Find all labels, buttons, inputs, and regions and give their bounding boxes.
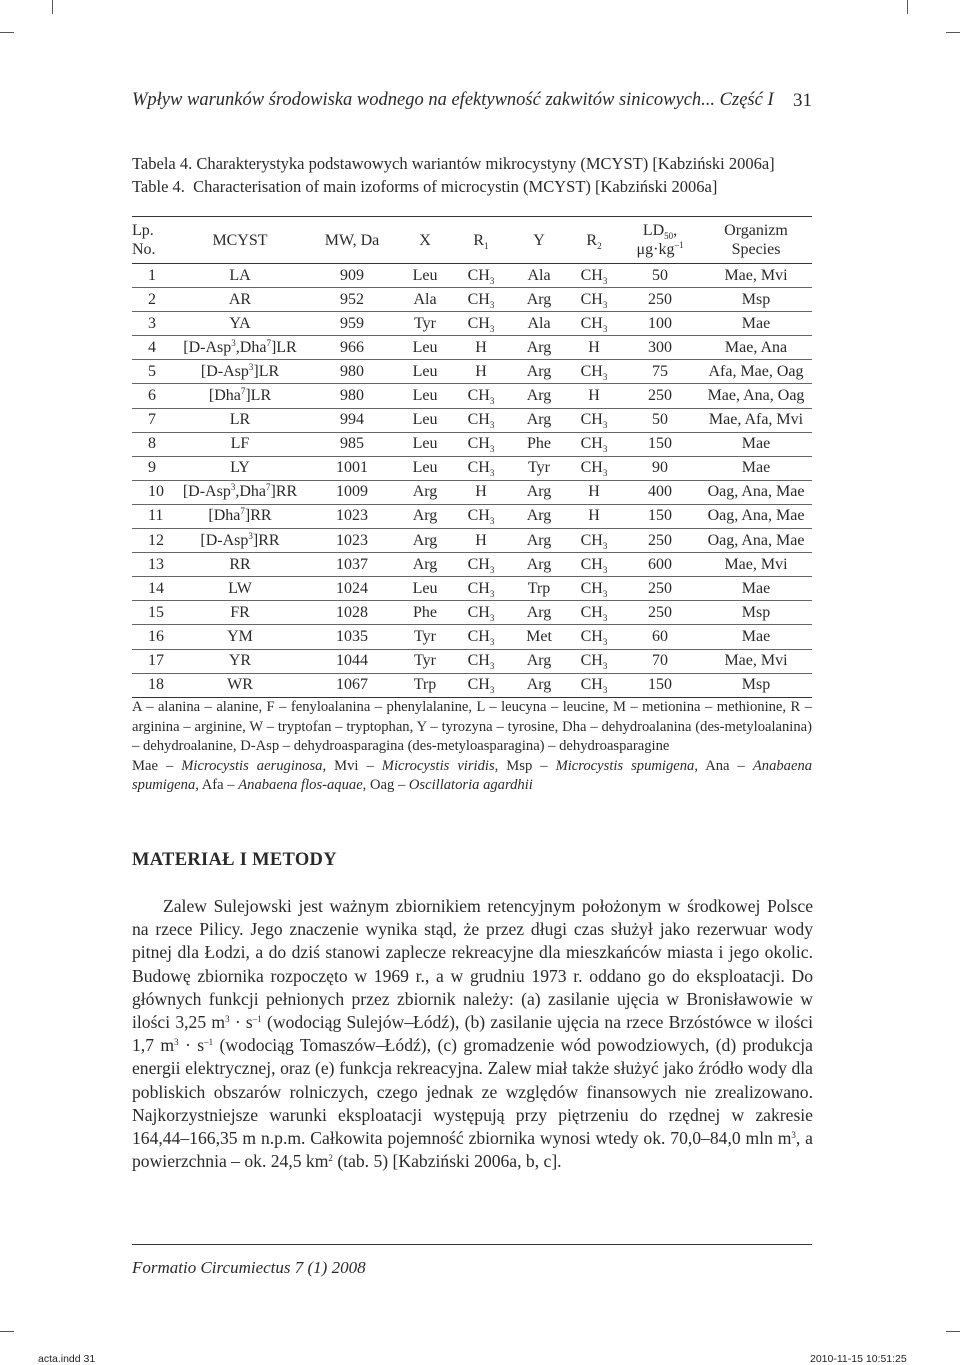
journal-footer: Formatio Circumiectus 7 (1) 2008: [132, 1258, 366, 1277]
species-code: Mvi: [334, 757, 359, 774]
cell-y: Arg: [526, 555, 552, 573]
species-note: Mae – Microcystis aeruginosa, Mvi – Microcystis viridis, Msp – Microcystis spumigena, Ana – Anabaena spumigena, Afa – Anabaena flos-aquae, Oag – Oscillatoria agardhii: [132, 757, 813, 793]
table-row: [132, 577, 812, 601]
table-body: [132, 264, 812, 698]
cell-ld50: 100: [648, 314, 672, 332]
species-code: Afa: [201, 777, 224, 793]
paragraph: Zalew Sulejowski jest ważnym zbiornikiem retencyjnym położonym w środkowej Polsce na rzece Pilicy. Jego znaczenie wynika stąd, że przez długi czas służył jako rezerwuar wody pitnej dla Łodzi, a do dziś stanowi zaplecze rekreacyjne dla mieszkańców miasta i jego okolic. Budowę zbiornika rozpoczęto w 1969 r., a w grudniu 1973 r. oddano go do eksploatacji. Do głównych funkcji pełnionych przez zbiornik należy: (a) zasilanie ujęcia w Bronisławowie w ilości 3,25 $m^3 \cdot s^{-1}$ (wodociąg Sulejów–Łódź), (b) zasilanie ujęcia na rzece Brzóstówce w ilości 1,7 $m^3 \cdot s^{-1}$ (wodociąg Tomaszów–Łódź), (c) gromadzenie wód powodziowych, (d) produkcja energii elektrycznej, oraz (e) funkcja rekreacyjna. Zalew miał także służyć jako źródło wody dla pobliskich obszarów rolniczych, czego jednak ze względów finansowych nie zrealizowano. Najkorzystniejsze warunki eksploatacji występują przy piętrzeniu do rzędnej w zakresie 164,44–166,35 m n.p.m. Całkowita pojemność zbiornika wynosi wtedy ok. 70,0–84,0 mln $m^3$, a powierzchnia – ok. 24,5 $km^2$ (tab. 5) [Kabziński 2006a, b, c].: [132, 896, 813, 1172]
cell-r1: $CH_3$: [467, 603, 495, 623]
cell-y: Ala: [527, 314, 551, 332]
table-row: [132, 288, 812, 312]
species-name: Oscillatoria agardhii: [408, 777, 533, 793]
crop-mark: [52, 0, 53, 14]
header-ld50: $LD_{50}$, $\mu g\cdot kg^{-1}$: [636, 222, 684, 258]
crop-mark: [946, 32, 960, 33]
cell-r1: H: [475, 338, 487, 356]
crop-mark: [946, 1331, 960, 1332]
abbreviation-note: A – alanina – alanine, F – fenyloalanina – phenylalanine, L – leucyna – leucine, M – metionina – methionine, R – arginina – arginine, W – tryptofan – tryptophan, Y – tyrozyna – tyrosine, Dha – dehydroalanina (des-metyloalanina) – dehydroalanine, D-Asp – dehydroasparagina (des-metyloasparagina) – dehydroasparagine: [132, 699, 812, 754]
cell-mw: 909: [340, 266, 364, 284]
cell-mw: 1028: [336, 603, 368, 621]
cell-mcyst: LF: [230, 435, 250, 453]
cell-ld50: 250: [648, 603, 672, 621]
cell-mcyst: WR: [227, 676, 253, 694]
cell-ld50: 250: [648, 579, 672, 597]
table-caption: [132, 152, 775, 198]
cell-species: Mae: [741, 314, 771, 332]
species-name: Anabaena flos-aquae: [238, 777, 363, 793]
table-row: [132, 336, 812, 360]
table-row: [132, 625, 812, 649]
cell-mcyst: LY: [230, 459, 250, 477]
cell-ld50: 400: [648, 483, 672, 501]
cell-no: 5: [148, 362, 156, 380]
cell-no: 15: [148, 603, 164, 621]
cell-no: 6: [148, 387, 156, 405]
cell-species: Mae, Mvi: [724, 266, 788, 284]
cell-x: Arg: [412, 531, 438, 549]
cell-y: Phe: [527, 435, 551, 453]
cell-r2: $CH_3$: [580, 435, 608, 455]
cell-y: Arg: [526, 290, 552, 308]
cell-r2: H: [588, 483, 600, 501]
table-row: [132, 504, 812, 528]
cell-r2: $CH_3$: [580, 266, 608, 286]
cell-ld50: 60: [652, 627, 668, 645]
cell-r2: $CH_3$: [580, 676, 608, 696]
cell-mw: 966: [340, 338, 364, 356]
header-species: Organizm Species: [724, 222, 788, 258]
table-header-row: [132, 217, 812, 264]
cell-mcyst: FR: [230, 603, 250, 621]
caption-polish: Tabela 4. Charakterystyka podstawowych wariantów mikrocystyny (MCYST) [Kabziński 2006a]: [132, 154, 775, 173]
cell-species: Mae, Ana, Oag: [707, 387, 805, 405]
cell-mw: 1009: [336, 483, 368, 501]
cell-no: 7: [148, 411, 156, 429]
footer-rule: [132, 1244, 812, 1245]
cell-y: Arg: [526, 411, 552, 429]
cell-x: Leu: [412, 579, 438, 597]
cell-r2: $CH_3$: [580, 459, 608, 479]
cell-r1: $CH_3$: [467, 627, 495, 647]
cell-y: Ala: [527, 266, 551, 284]
header-x: X: [419, 231, 431, 249]
cell-no: 14: [148, 579, 164, 597]
cell-no: 11: [148, 507, 164, 525]
cell-x: Tyr: [414, 314, 436, 332]
cell-ld50: 90: [652, 459, 668, 477]
table-row: [132, 432, 812, 456]
cell-r2: $CH_3$: [580, 652, 608, 672]
header-r1: $R_1$: [473, 231, 489, 251]
cell-species: Mae: [741, 627, 771, 645]
cell-r1: $CH_3$: [467, 459, 495, 479]
cell-r1: H: [475, 362, 487, 380]
cell-r2: H: [588, 507, 600, 525]
cell-r1: $CH_3$: [467, 555, 495, 575]
cell-r1: $CH_3$: [467, 387, 495, 407]
table-row: [132, 456, 812, 480]
cell-species: Mae, Mvi: [724, 652, 788, 670]
caption-english: Table 4. Characterisation of main izoforms of microcystin (MCYST) [Kabziński 2006a]: [132, 177, 718, 196]
cell-mcyst: LW: [228, 579, 252, 597]
cell-x: Leu: [412, 459, 438, 477]
crop-mark: [907, 0, 908, 14]
table-row: [132, 673, 812, 697]
species-code: Ana: [705, 757, 730, 774]
cell-mcyst: YR: [228, 652, 252, 670]
cell-r1: $CH_3$: [467, 411, 495, 431]
cell-mcyst: [D-Asp$^3$]LR: [200, 361, 280, 380]
table-row: [132, 553, 812, 577]
cell-ld50: 250: [648, 531, 672, 549]
cell-mw: 1023: [336, 507, 368, 525]
running-header: [132, 90, 812, 111]
cell-x: Phe: [413, 603, 437, 621]
cell-ld50: 300: [648, 338, 672, 356]
cell-species: Afa, Mae, Oag: [708, 362, 804, 380]
cell-mcyst: [D-Asp$^3$]RR: [200, 530, 280, 549]
cell-y: Arg: [526, 338, 552, 356]
cell-no: 18: [148, 676, 164, 694]
cell-r2: $CH_3$: [580, 555, 608, 575]
cell-species: Mae, Ana: [724, 338, 788, 356]
cell-no: 16: [148, 627, 164, 645]
cell-x: Ala: [413, 290, 437, 308]
table-row: [132, 384, 812, 408]
cell-y: Arg: [526, 531, 552, 549]
cell-mw: 1023: [336, 531, 368, 549]
cell-x: Leu: [412, 338, 438, 356]
cell-r1: $CH_3$: [467, 435, 495, 455]
cell-mw: 952: [340, 290, 364, 308]
cell-species: Msp: [741, 676, 771, 694]
species-name: Anabaena spumigena: [132, 757, 813, 793]
cell-mw: 1024: [336, 579, 368, 597]
cell-r1: $CH_3$: [467, 507, 495, 527]
cell-x: Leu: [412, 411, 438, 429]
species-code: Oag: [369, 777, 395, 793]
crop-mark: [0, 32, 14, 33]
cell-y: Met: [526, 627, 552, 645]
cell-ld50: 150: [648, 507, 672, 525]
header-mw: MW, Da: [324, 231, 380, 249]
cell-ld50: 250: [648, 387, 672, 405]
cell-y: Arg: [526, 507, 552, 525]
cell-x: Arg: [412, 555, 438, 573]
cell-ld50: 250: [648, 290, 672, 308]
cell-r2: $CH_3$: [580, 531, 608, 551]
cell-r2: H: [588, 338, 600, 356]
slug-date: 2010-11-15 10:51:25: [810, 1353, 907, 1365]
cell-species: Mae, Afa, Mvi: [708, 411, 804, 429]
cell-r1: $CH_3$: [467, 676, 495, 696]
cell-no: 3: [148, 314, 156, 332]
cell-r1: H: [475, 483, 487, 501]
cell-no: 4: [148, 338, 156, 356]
cell-species: Oag, Ana, Mae: [707, 507, 805, 525]
cell-r1: $CH_3$: [467, 579, 495, 599]
species-code: Msp: [506, 757, 533, 774]
crop-mark: [0, 1331, 14, 1332]
cell-r2: $CH_3$: [580, 627, 608, 647]
cell-species: Oag, Ana, Mae: [707, 483, 805, 501]
cell-ld50: 75: [652, 362, 668, 380]
table-row: [132, 312, 812, 336]
cell-mcyst: [Dha$^7$]RR: [208, 506, 272, 525]
species-name: Microcystis viridis: [381, 757, 495, 774]
cell-no: 9: [148, 459, 156, 477]
cell-no: 1: [148, 266, 156, 284]
cell-x: Leu: [412, 266, 438, 284]
page-number: 31: [793, 90, 812, 111]
cell-r2: $CH_3$: [580, 314, 608, 334]
cell-species: Oag, Ana, Mae: [707, 531, 805, 549]
cell-no: 17: [148, 652, 164, 670]
header-no: Lp. No.: [132, 222, 156, 258]
cell-species: Mae: [741, 459, 771, 477]
cell-mw: 1067: [336, 676, 368, 694]
cell-r1: H: [475, 531, 487, 549]
cell-ld50: 70: [652, 652, 668, 670]
cell-no: 2: [148, 290, 156, 308]
cell-species: Msp: [741, 290, 771, 308]
species-name: Microcystis spumigena: [555, 757, 695, 774]
cell-r2: $CH_3$: [580, 603, 608, 623]
header-r2: $R_2$: [586, 231, 602, 251]
cell-no: 10: [148, 483, 164, 501]
cell-species: Mae: [741, 435, 771, 453]
cell-mcyst: AR: [228, 290, 252, 308]
cell-r2: $CH_3$: [580, 411, 608, 431]
cell-y: Arg: [526, 483, 552, 501]
cell-ld50: 50: [652, 411, 668, 429]
cell-ld50: 150: [648, 676, 672, 694]
cell-r2: $CH_3$: [580, 362, 608, 382]
cell-mw: 985: [340, 435, 364, 453]
species-code: Mae: [132, 757, 158, 774]
cell-x: Arg: [412, 507, 438, 525]
table-row: [132, 529, 812, 553]
slug-file: acta.indd 31: [38, 1353, 96, 1365]
table-row: [132, 480, 812, 504]
cell-r1: $CH_3$: [467, 290, 495, 310]
table-row: [132, 408, 812, 432]
header-y: Y: [533, 231, 545, 249]
cell-x: Leu: [412, 387, 438, 405]
cell-mw: 980: [340, 387, 364, 405]
body-text: [132, 895, 813, 1173]
cell-r1: $CH_3$: [467, 314, 495, 334]
cell-no: 12: [148, 531, 164, 549]
cell-y: Arg: [526, 387, 552, 405]
table-row: [132, 360, 812, 384]
cell-r2: $CH_3$: [580, 290, 608, 310]
cell-mw: 1044: [336, 652, 368, 670]
cell-y: Arg: [526, 603, 552, 621]
cell-r2: H: [588, 387, 600, 405]
cell-r1: $CH_3$: [467, 266, 495, 286]
cell-no: 13: [148, 555, 164, 573]
cell-mcyst: LA: [229, 266, 251, 284]
cell-mw: 1037: [336, 555, 368, 573]
cell-mcyst: [D-Asp$^3$,Dha$^7$]RR: [182, 482, 298, 501]
table-row: [132, 601, 812, 625]
species-name: Microcystis aeruginosa: [181, 757, 323, 774]
cell-no: 8: [148, 435, 156, 453]
cell-ld50: 50: [652, 266, 668, 284]
cell-mcyst: LR: [229, 411, 251, 429]
table-notes: [132, 698, 812, 796]
cell-species: Mae, Mvi: [724, 555, 788, 573]
cell-mcyst: RR: [229, 555, 251, 573]
cell-ld50: 600: [648, 555, 672, 573]
table-row: [132, 649, 812, 673]
cell-mw: 959: [340, 314, 364, 332]
cell-x: Leu: [412, 435, 438, 453]
cell-y: Trp: [527, 579, 551, 597]
section-heading: MATERIAŁ I METODY: [132, 850, 337, 870]
cell-species: Mae: [741, 579, 771, 597]
cell-mw: 1001: [336, 459, 368, 477]
cell-x: Leu: [412, 362, 438, 380]
cell-r1: $CH_3$: [467, 652, 495, 672]
table-row: [132, 264, 812, 288]
cell-x: Tyr: [414, 627, 436, 645]
cell-y: Arg: [526, 676, 552, 694]
cell-y: Tyr: [528, 459, 550, 477]
cell-x: Arg: [412, 483, 438, 501]
cell-mcyst: YM: [227, 627, 253, 645]
header-mcyst: MCYST: [212, 231, 268, 249]
cell-r2: $CH_3$: [580, 579, 608, 599]
cell-y: Arg: [526, 652, 552, 670]
mcyst-table: [132, 216, 812, 698]
cell-x: Tyr: [414, 652, 436, 670]
cell-y: Arg: [526, 362, 552, 380]
cell-mcyst: [D-Asp$^3$,Dha$^7$]LR: [183, 337, 297, 356]
cell-ld50: 150: [648, 435, 672, 453]
cell-mcyst: YA: [229, 314, 251, 332]
cell-species: Msp: [741, 603, 771, 621]
cell-mcyst: [Dha$^7$]LR: [208, 386, 272, 405]
running-title: Wpływ warunków środowiska wodnego na efektywność zakwitów sinicowych... Część I: [132, 90, 774, 110]
cell-mw: 1035: [336, 627, 368, 645]
cell-x: Trp: [413, 676, 437, 694]
cell-mw: 994: [340, 411, 364, 429]
cell-mw: 980: [340, 362, 364, 380]
